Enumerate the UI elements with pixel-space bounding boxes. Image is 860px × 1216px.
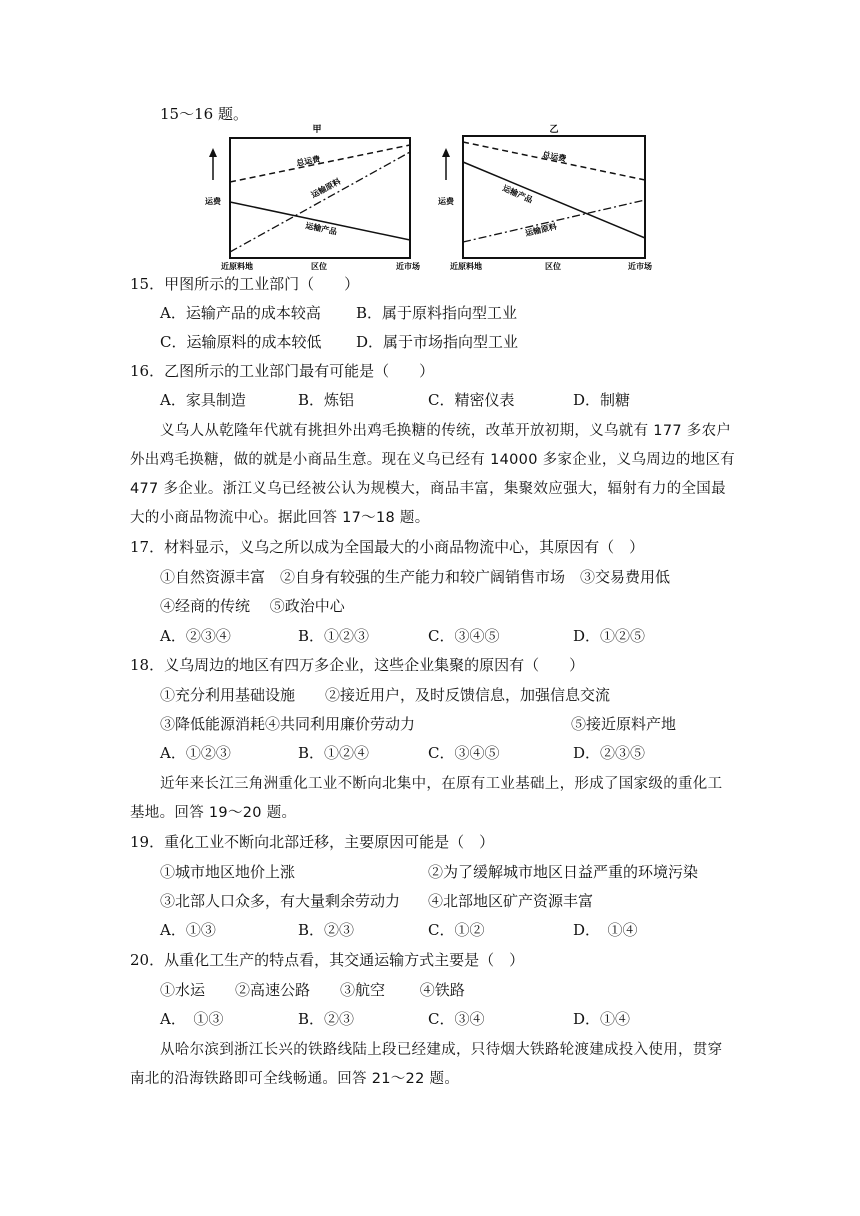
q19-item-1: ①城市地区地价上涨 [160, 863, 296, 881]
material2-line-1: 近年来长江三角洲重化工业不断向北集中，在原有工业基础上，形成了国家级的重化工 [160, 776, 723, 792]
material1-line-1: 义乌人从乾隆年代就有挑担外出鸡毛换糖的传统，改革开放初期，义乌就有 177 多农户 [160, 423, 732, 439]
material3-line-1: 从哈尔滨到浙江长兴的铁路线陆上段已经建成，只待烟大铁路轮渡建成投入使用，贯穿 [160, 1042, 723, 1058]
figure-jia-raw-line [230, 152, 410, 252]
figure-jia-product-label: 运输产品 [304, 221, 338, 237]
figure-yi-arrowhead [442, 148, 450, 157]
material1-line-3: 477 多企业。浙江义乌已经被公认为规模大，商品丰富，集聚效应强大，辐射有力的全国最 [130, 481, 726, 497]
intro-line: 15～16 题。 [160, 105, 248, 123]
q18-option-b: B．①②④ [298, 744, 370, 762]
q19-option-b: B．②③ [298, 921, 355, 939]
q17-stem: 17．材料显示，义乌之所以成为全国最大的小商品物流中心，其原因有（ ） [130, 538, 645, 556]
q20-stem: 20．从重化工生产的特点看，其交通运输方式主要是（ ） [130, 951, 525, 969]
figure-yi-ylabel: 运费 [438, 197, 454, 206]
figure-jia-x-left: 近原料地 [221, 262, 253, 270]
q19-item-2: ②为了缓解城市地区日益严重的环境污染 [428, 863, 699, 881]
figure-yi-product-label: 运输产品 [501, 183, 535, 205]
figure-yi-raw-line [463, 200, 645, 242]
q20-option-b: B．②③ [298, 1010, 355, 1028]
figure-jia-frame [230, 138, 410, 258]
q17-option-b: B．①②③ [298, 627, 370, 645]
q15-stem: 15．甲图所示的工业部门（ ） [130, 275, 360, 293]
q17-option-a: A．②③④ [160, 627, 231, 645]
figure-jia-raw-label: 运输原料 [309, 176, 343, 200]
q15-option-c: C．运输原料的成本较低 [160, 333, 322, 351]
q16-option-d: D．制糖 [573, 391, 631, 409]
q17-items-1: ①自然资源丰富 ②自身有较强的生产能力和较广阔销售市场 ③交易费用低 [160, 568, 671, 586]
figure-yi-raw-label: 运输原料 [524, 221, 558, 238]
figure-jia-arrowhead [209, 148, 217, 157]
q20-option-d: D．①④ [573, 1010, 631, 1028]
material1-line-2: 外出鸡毛换糖，做的就是小商品生意。现在义乌已经有 14000 多家企业，义乌周边的地区有 [130, 452, 736, 468]
q15-option-a: A．运输产品的成本较高 [160, 304, 321, 322]
q18-items-2a: ③降低能源消耗④共同利用廉价劳动力 [160, 715, 416, 733]
figure-yi-x-mid: 区位 [545, 262, 561, 270]
figure-yi-total-cost-label: 总运费 [541, 150, 567, 164]
q16-stem: 16．乙图所示的工业部门最有可能是（ ） [130, 362, 435, 380]
q18-option-d: D．②③⑤ [573, 744, 646, 762]
q19-item-3: ③北部人口众多，有大量剩余劳动力 [160, 892, 401, 910]
figure-jia [195, 120, 425, 270]
figure-yi-x-right: 近市场 [628, 262, 652, 270]
q16-option-b: B．炼铝 [298, 391, 355, 409]
q19-option-d: D． ①④ [573, 921, 638, 939]
q19-option-a: A．①③ [160, 921, 216, 939]
material1-line-4: 大的小商品物流中心。据此回答 17～18 题。 [130, 510, 430, 526]
figure-jia-x-right: 近市场 [396, 262, 420, 270]
q20-option-c: C．③④ [428, 1010, 485, 1028]
q17-items-2: ④经商的传统 ⑤政治中心 [160, 597, 345, 615]
figure-jia-total-cost-label: 总运费 [295, 154, 321, 168]
q17-option-d: D．①②⑤ [573, 627, 646, 645]
figure-jia-ylabel: 运费 [205, 197, 221, 206]
q18-stem: 18．义乌周边的地区有四万多企业，这些企业集聚的原因有（ ） [130, 656, 585, 674]
q16-option-a: A．家具制造 [160, 391, 246, 409]
q19-item-4: ④北部地区矿产资源丰富 [428, 892, 594, 910]
q17-option-c: C．③④⑤ [428, 627, 500, 645]
q18-items-1: ①充分利用基础设施 ②接近用户，及时反馈信息，加强信息交流 [160, 686, 611, 704]
q19-option-c: C．①② [428, 921, 485, 939]
q16-option-c: C．精密仪表 [428, 391, 515, 409]
figure-yi-x-left: 近原料地 [450, 262, 482, 270]
q15-option-d: D．属于市场指向型工业 [356, 333, 519, 351]
material2-line-2: 基地。回答 19～20 题。 [130, 805, 297, 821]
figure-jia-x-mid: 区位 [311, 262, 327, 270]
q19-stem: 19．重化工业不断向北部迁移，主要原因可能是（ ） [130, 833, 495, 851]
q18-option-a: A．①②③ [160, 744, 231, 762]
figure-yi [430, 120, 660, 270]
figure-yi-title: 乙 [549, 125, 559, 135]
figure-jia-product-line [230, 202, 410, 240]
q18-items-2b: ⑤接近原料产地 [571, 715, 677, 733]
figure-jia-title: 甲 [312, 125, 322, 135]
q20-option-a: A． ①③ [160, 1010, 224, 1028]
q20-items: ①水运 ②高速公路 ③航空 ④铁路 [160, 981, 465, 999]
q18-option-c: C．③④⑤ [428, 744, 500, 762]
material3-line-2: 南北的沿海铁路即可全线畅通。回答 21～22 题。 [130, 1071, 460, 1087]
q15-option-b: B．属于原料指向型工业 [356, 304, 518, 322]
